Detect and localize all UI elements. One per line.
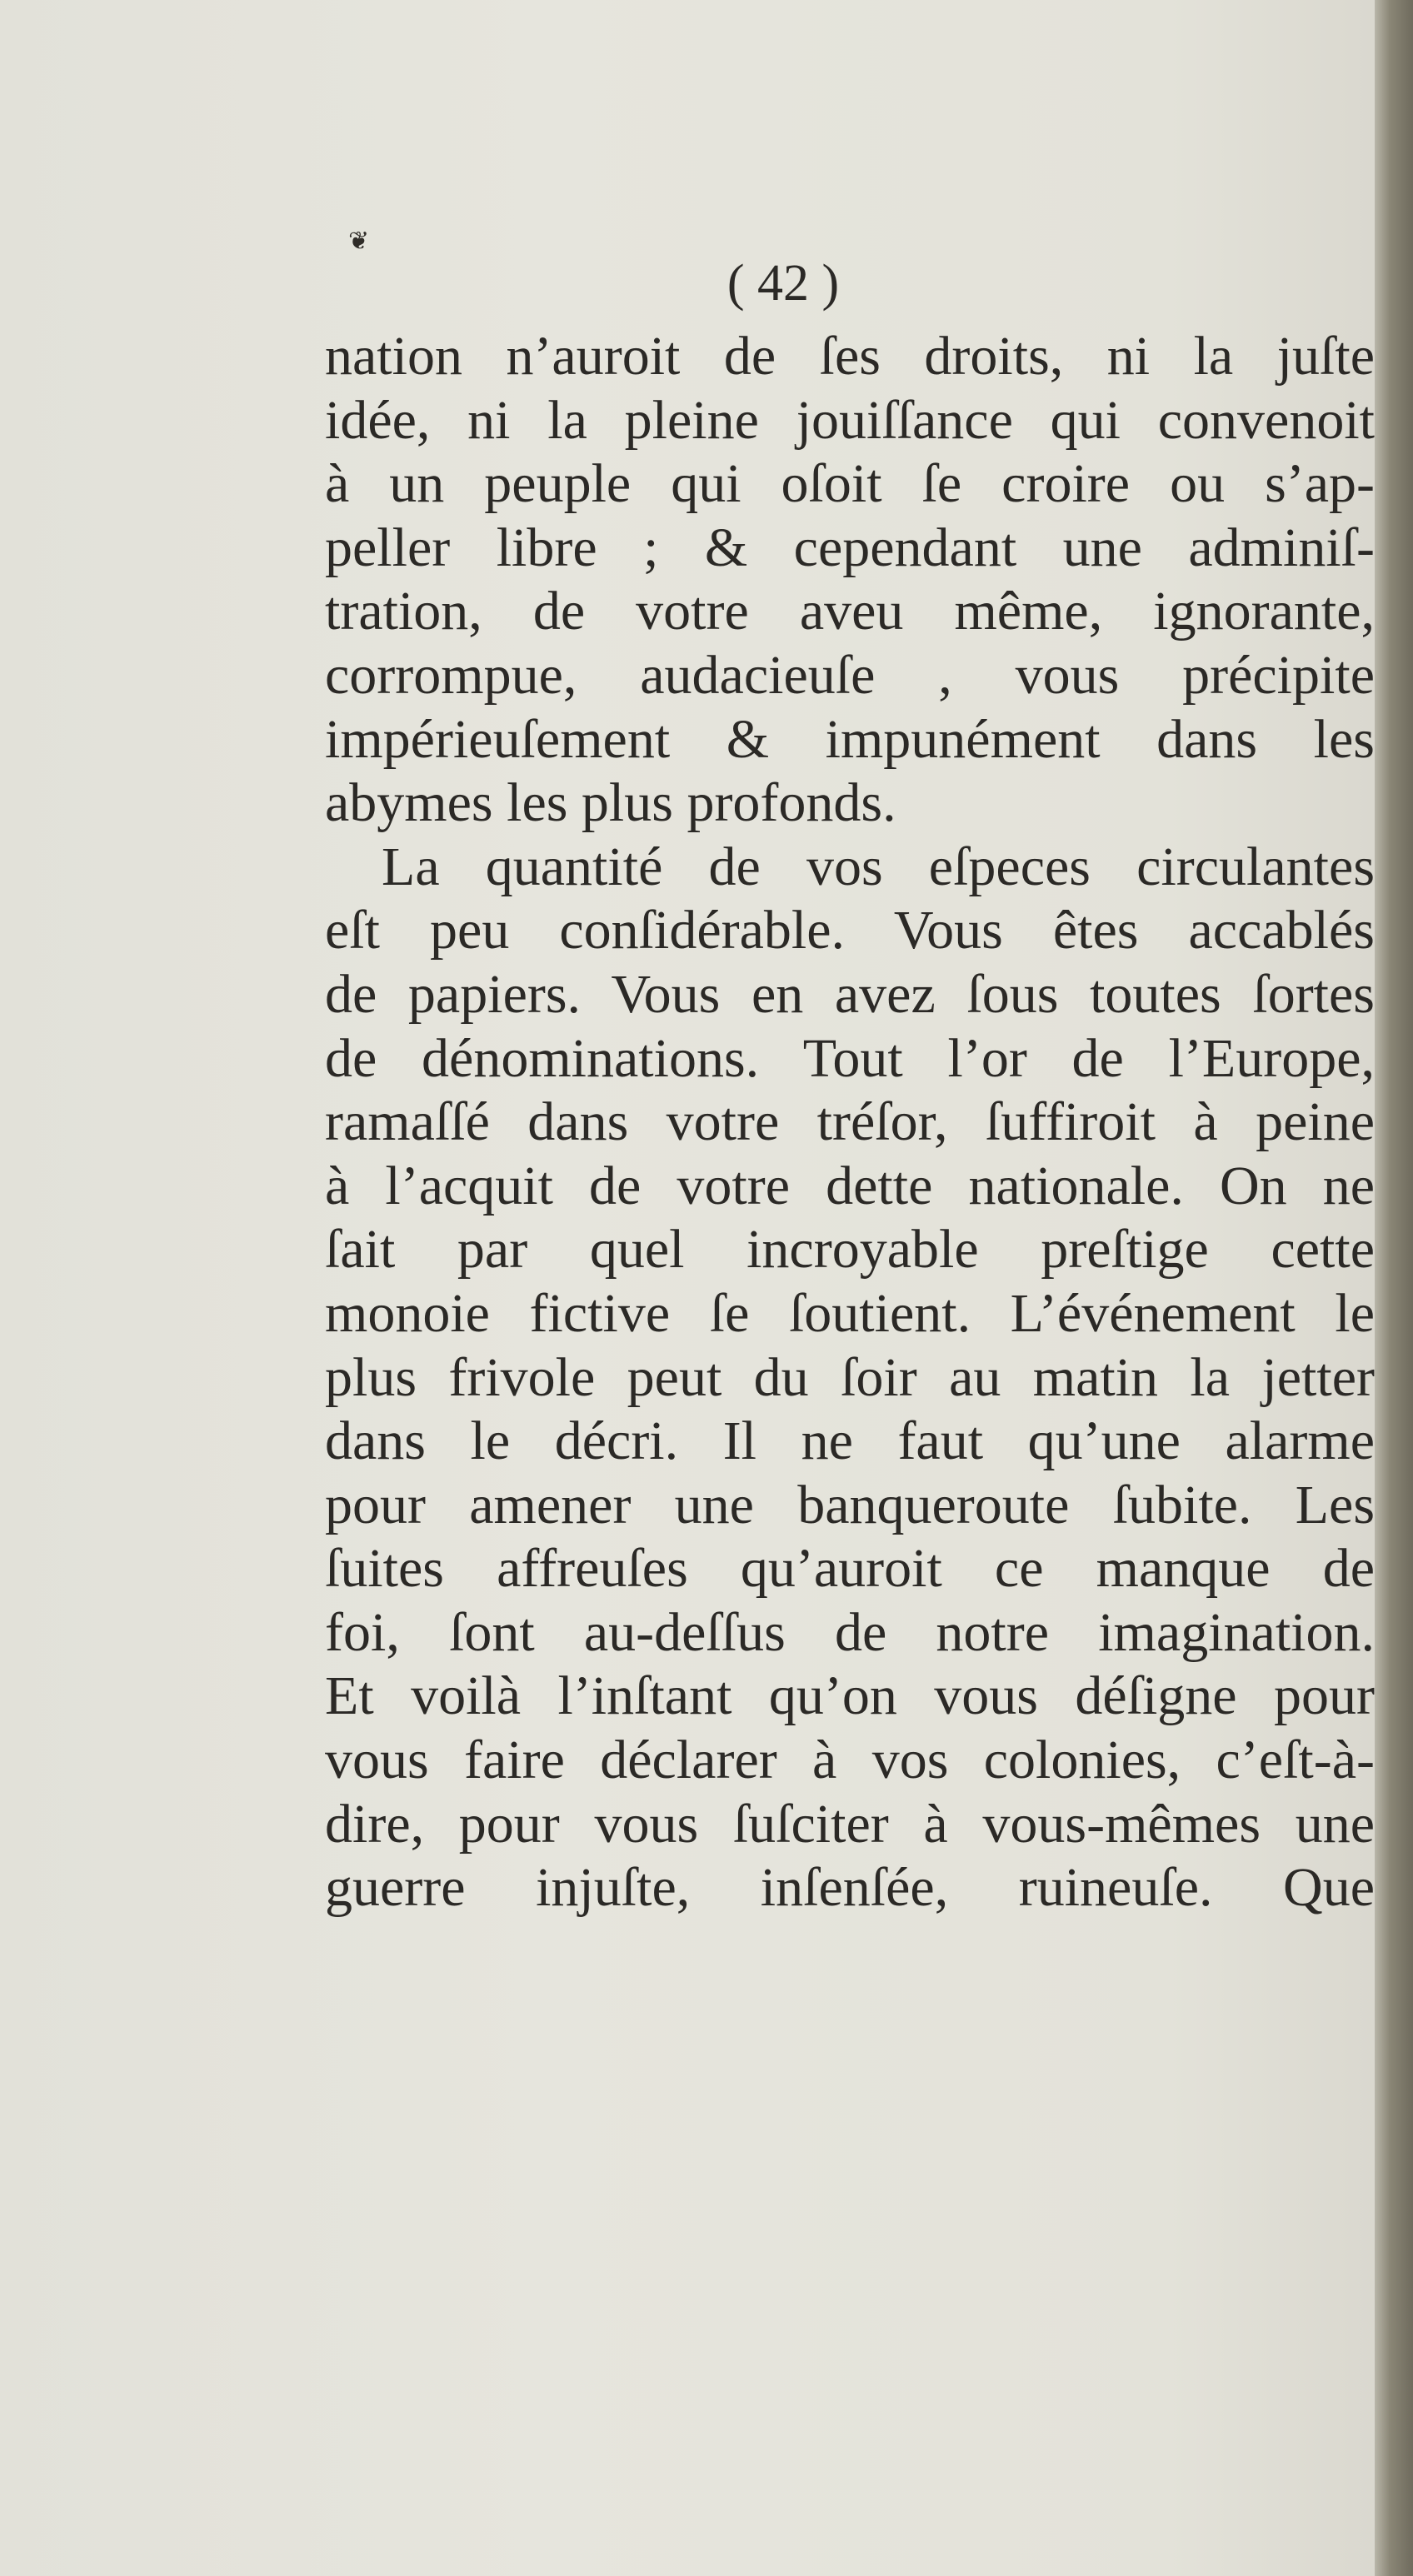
text-line: nation n’auroit de ſes droits, ni la juſte	[325, 326, 1375, 387]
text-line: plus frivole peut du ſoir au matin la jetter	[325, 1346, 1375, 1408]
text-line: à un peuple qui oſoit ſe croire ou s’ap-	[325, 453, 1375, 515]
text-line: de papiers. Vous en avez ſous toutes ſortes	[325, 963, 1375, 1025]
text-line: impérieuſement & impunément dans les	[325, 708, 1375, 770]
text-line: foi, ſont au-deſſus de notre imagination.	[325, 1601, 1375, 1663]
body-text	[325, 325, 1375, 1920]
text-line: à l’acquit de votre dette nationale. On ne	[325, 1155, 1375, 1216]
page-edge-shadow	[1375, 0, 1413, 2576]
text-line: guerre injuſte, inſenſée, ruineuſe. Que	[325, 1857, 1375, 1919]
text-line: corrompue, audacieuſe , vous précipite	[325, 644, 1375, 706]
text-line: ſuites affreuſes qu’auroit ce manque de	[325, 1538, 1375, 1600]
marginal-mark: ❦	[348, 227, 370, 256]
paragraph-start-line: La quantité de vos eſpeces circulantes	[382, 836, 1375, 897]
text-line: ſait par quel incroyable preſtige cette	[325, 1219, 1375, 1281]
text-line: Et voilà l’inſtant qu’on vous déſigne pour	[325, 1665, 1375, 1727]
text-line: dans le décri. Il ne faut qu’une alarme	[325, 1410, 1375, 1472]
text-line: de dénominations. Tout l’or de l’Europe,	[325, 1027, 1375, 1089]
text-line: abymes les plus profonds.	[325, 772, 896, 834]
text-line: eſt peu conſidérable. Vous êtes accablés	[325, 900, 1375, 961]
text-line: tration, de votre aveu même, ignorante,	[325, 581, 1375, 642]
text-line: idée, ni la pleine jouiſſance qui convenoit	[325, 389, 1375, 451]
text-line: vous faire déclarer à vos colonies, c’eſt-à-	[325, 1730, 1375, 1791]
text-line: dire, pour vous ſuſciter à vous-mêmes une	[325, 1793, 1375, 1855]
text-line: ramaſſé dans votre tréſor, ſuffiroit à peine	[325, 1091, 1375, 1153]
page-number: ( 42 )	[726, 255, 840, 312]
text-line: monoie fictive ſe ſoutient. L’événement le	[325, 1282, 1375, 1344]
text-line: peller libre ; & cependant une adminiſ-	[325, 517, 1375, 578]
text-line: pour amener une banqueroute ſubite. Les	[325, 1474, 1375, 1535]
